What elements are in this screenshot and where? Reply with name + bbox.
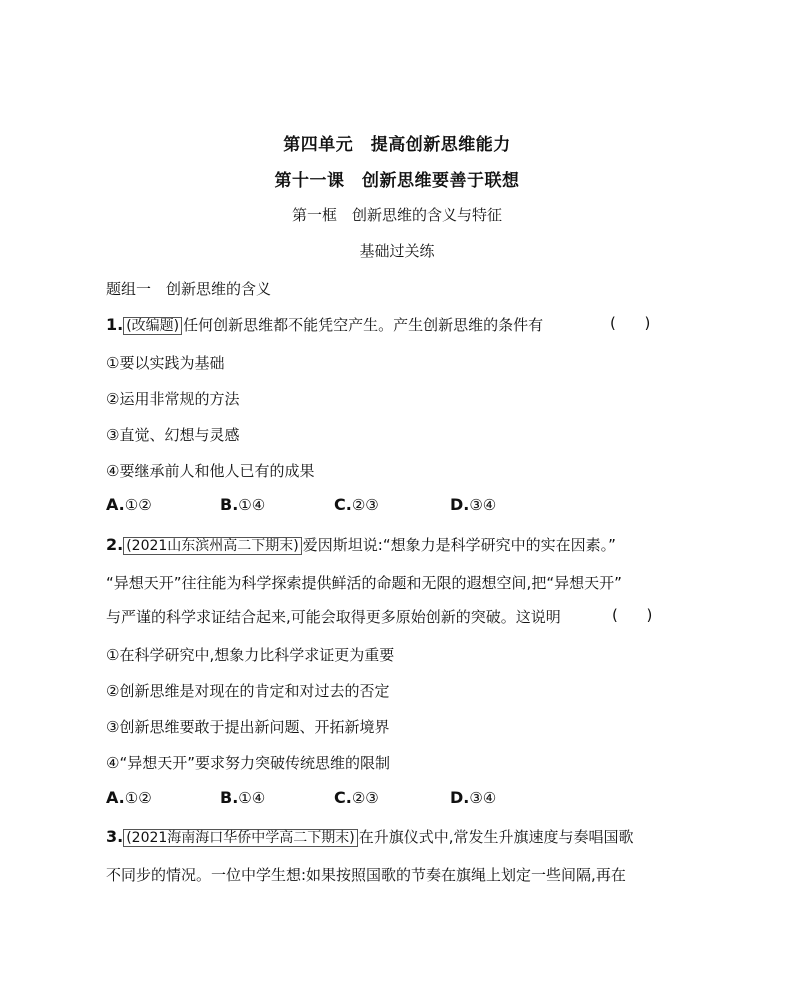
question-source: (2021海南海口华侨中学高二下期末)	[123, 829, 358, 847]
option-letter: A.	[106, 788, 125, 807]
option-letter: C.	[334, 495, 352, 514]
option-text: ①②	[124, 789, 152, 807]
statement-item: ④要继承前人和他人已有的成果	[106, 462, 315, 480]
question-stem: 在升旗仪式中,常发生升旗速度与奏唱国歌	[358, 828, 634, 846]
option-letter: B.	[220, 495, 239, 514]
statement-item: ③创新思维要敢于提出新问题、开拓新境界	[106, 718, 390, 736]
option-d	[450, 788, 496, 807]
statement-item: ①要以实践为基础	[106, 354, 225, 372]
question-stem-line: 与严谨的科学求证结合起来,可能会取得更多原始创新的突破。这说明	[106, 608, 561, 626]
answer-paren: ( )	[610, 314, 651, 332]
statement-item: ②运用非常规的方法	[106, 390, 240, 408]
option-text: ①④	[238, 496, 266, 514]
option-text: ③④	[469, 789, 497, 807]
question-number: 1.	[106, 315, 124, 334]
group-label: 题组一 创新思维的含义	[106, 280, 272, 298]
option-c	[334, 788, 379, 807]
option-c	[334, 495, 379, 514]
question-stem-line: 不同步的情况。一位中学生想:如果按照国歌的节奏在旗绳上划定一些间隔,再在	[106, 866, 626, 884]
option-text: ②③	[351, 789, 379, 807]
question-2-stem-line	[106, 534, 616, 555]
option-b	[220, 788, 265, 807]
question-source: (2021山东滨州高二下期末)	[123, 537, 302, 555]
question-stem-line: “异想天开”往往能为科学探索提供鲜活的命题和无限的遐想空间,把“异想天开”	[106, 574, 622, 592]
option-text: ①④	[238, 789, 266, 807]
option-letter: D.	[450, 495, 470, 514]
statement-item: ②创新思维是对现在的肯定和对过去的否定	[106, 682, 390, 700]
section-title: 基础过关练	[359, 242, 435, 260]
unit-title: 第四单元 提高创新思维能力	[283, 135, 511, 155]
question-1-stem-line	[106, 314, 543, 335]
option-d	[450, 495, 496, 514]
frame-title: 第一框 创新思维的含义与特征	[291, 206, 502, 224]
statement-item: ③直觉、幻想与灵感	[106, 426, 240, 444]
option-text: ③④	[469, 496, 497, 514]
question-stem: 爱因斯坦说:“想象力是科学研究中的实在因素。”	[302, 536, 616, 554]
statement-item: ①在科学研究中,想象力比科学求证更为重要	[106, 646, 395, 664]
statement-item: ④“异想天开”要求努力突破传统思维的限制	[106, 754, 390, 772]
question-source: (改编题)	[123, 317, 182, 335]
option-text: ②③	[351, 496, 379, 514]
option-letter: C.	[334, 788, 352, 807]
question-stem: 任何创新思维都不能凭空产生。产生创新思维的条件有	[183, 316, 544, 334]
lesson-title: 第十一课 创新思维要善于联想	[274, 171, 520, 191]
option-letter: B.	[220, 788, 239, 807]
option-a	[106, 495, 152, 514]
answer-paren: ( )	[612, 606, 653, 624]
question-number: 3.	[106, 827, 124, 846]
option-letter: D.	[450, 788, 470, 807]
option-text: ①②	[124, 496, 152, 514]
question-number: 2.	[106, 535, 124, 554]
question-3-stem-line	[106, 826, 634, 847]
option-letter: A.	[106, 495, 125, 514]
option-b	[220, 495, 265, 514]
option-a	[106, 788, 152, 807]
